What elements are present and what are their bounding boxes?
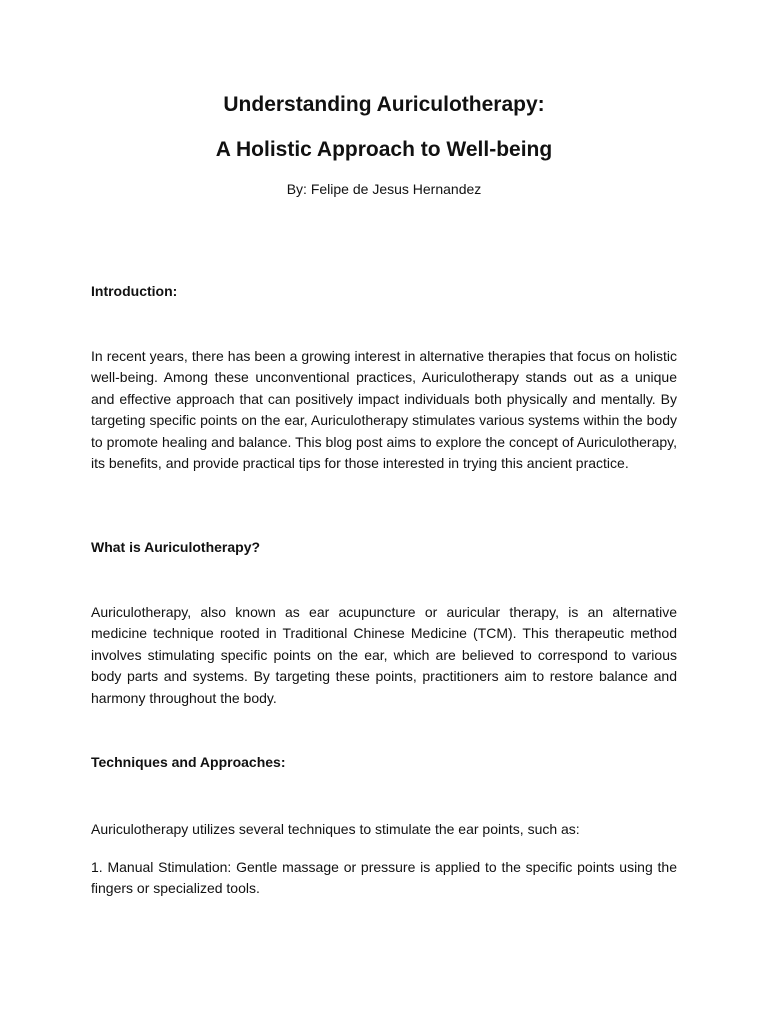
document-title-line-2: A Holistic Approach to Well-being <box>215 138 553 161</box>
what-is-heading: What is Auriculotherapy? <box>91 539 261 555</box>
document-title-line-1: Understanding Auriculotherapy: <box>223 93 545 116</box>
techniques-intro-paragraph: Auriculotherapy utilizes several techniques to stimulate the ear points, such as: <box>91 821 580 837</box>
author-byline: By: Felipe de Jesus Hernandez <box>286 181 482 197</box>
techniques-item-1: 1. Manual Stimulation: Gentle massage or pressure is applied to the specific points using the fingers or specialized tools. <box>91 859 677 897</box>
what-is-paragraph: Auriculotherapy, also known as ear acupuncture or auricular therapy, is an alternative medicine technique rooted in Traditional Chinese Medicine (TCM). This therapeutic method involves stimulating specific points on the ear, which are believed to correspond to various body parts and systems. By targeting these points, practitioners aim to restore balance and harmony throughout the body. <box>91 604 677 706</box>
techniques-heading: Techniques and Approaches: <box>91 754 286 770</box>
introduction-heading: Introduction: <box>91 283 178 299</box>
introduction-paragraph: In recent years, there has been a growing interest in alternative therapies that focus on holistic well-being. Among these unconventional practices, Auriculotherapy stands out as a unique and effective approach that can positively impact individuals both physically and mentally. By targeting specific points on the ear, Auriculotherapy stimulates various systems within the body to promote healing and balance. This blog post aims to explore the concept of Auriculotherapy, its benefits, and provide practical tips for those interested in trying this ancient practice. <box>91 348 677 472</box>
